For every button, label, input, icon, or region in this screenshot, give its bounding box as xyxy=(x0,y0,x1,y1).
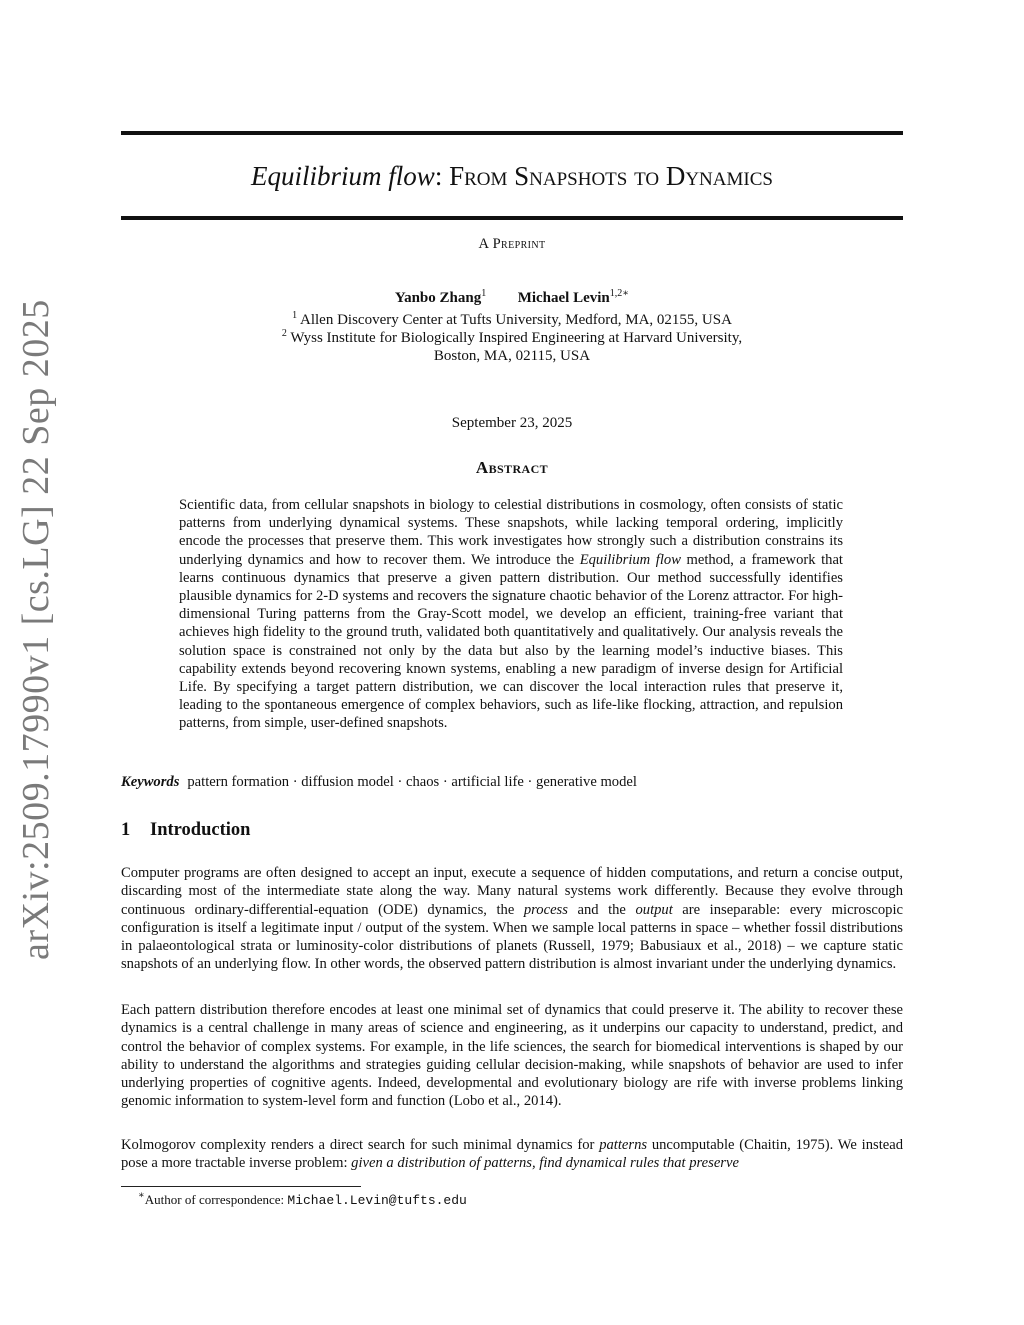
preprint-label: A Preprint xyxy=(478,236,546,252)
paragraph-text: Computer programs are often designed to accept an input, execute a sequence of hidden computations, and return a concise output, discarding most of the intermediate state along the way. Many natural systems work differently. Because they evolve through continuous ordinary-differential-equation (ODE) dynamics, the xyxy=(121,865,903,918)
affiliation-1 xyxy=(121,311,903,329)
affiliation-mark: 2 xyxy=(281,328,287,339)
author-affiliation-mark: 1 xyxy=(481,288,487,299)
affiliation-text: Allen Discovery Center at Tufts University, Medford, MA, 02155, USA xyxy=(300,312,732,328)
keywords-list: pattern formation · diffusion model · chaos · artificial life · generative model xyxy=(187,774,637,790)
section-title: Introduction xyxy=(150,820,251,840)
author-list xyxy=(121,290,903,307)
section-number: 1 xyxy=(121,820,131,840)
title-bottom-rule xyxy=(121,216,903,220)
correspondence-email-link[interactable]: Michael.Levin@tufts.edu xyxy=(287,1193,467,1208)
author-name: Michael Levin xyxy=(517,290,610,306)
footnote-mark: ∗ xyxy=(138,1190,145,1201)
keywords-line xyxy=(121,773,903,791)
footnote xyxy=(138,1192,467,1209)
affiliation-mark: 1 xyxy=(292,310,298,321)
paragraph-emphasis: process xyxy=(523,901,568,918)
abstract-text: Scientific data, from cellular snapshots in biology to celestial distributions in cosmology, often consists of static patterns from underlying dynamical systems. These snapshots, while lacking temporal ordering, implicitly encode the processes that preserve them. This work investigates how strongly such a distribution constrains its underlying dynamics and how to recover them. We introduce the xyxy=(179,497,843,568)
title-smallcaps-part: : From Snapshots to Dynamics xyxy=(434,161,773,191)
paper-date: September 23, 2025 xyxy=(451,415,573,431)
paragraph-text: Kolmogorov complexity renders a direct search for such minimal dynamics for xyxy=(121,1137,600,1153)
abstract-heading: Abstract xyxy=(475,458,549,477)
arxiv-identifier-stamp: arXiv:2509.17990v1 [cs.LG] 22 Sep 2025 xyxy=(15,299,57,960)
paragraph-emphasis: given a distribution of patterns, find dynamical rules that preserve xyxy=(351,1155,739,1172)
affiliation-2 xyxy=(121,329,903,365)
paper-title xyxy=(121,158,903,194)
affiliation-text: Wyss Institute for Biologically Inspired Engineering at Harvard University, xyxy=(290,330,743,346)
intro-paragraph-2: Each pattern distribution therefore encodes at least one minimal set of dynamics that could preserve it. The ability to recover these dynamics is a central challenge in many areas of science and engineering, as it underpins our capacity to understand, predict, and control the behavior of complex systems. For example, in the life sciences, the search for biomedical interventions is shaped by our ability to understand the algorithms and strategies guiding cellular decision-making, while snapshots of behavior are used to infer underlying properties of cognitive agents. Indeed, developmental and evolutionary biology are rife with inverse problems linking genomic information to system-level form and function (Lobo et al., 2014). xyxy=(121,1002,903,1110)
abstract-text: method, a framework that learns continuous dynamics that preserve a given pattern distribution. Our method successfully identifies plausible dynamics for 2-D systems and recovers the signature chaotic behavior of the Lorenz attractor. For high-dimensional Turing patterns from the Gray-Scott model, we develop an efficient, training-free variant that achieves high fidelity to the ground truth, validated both quantitatively and qualitatively. Our analysis reveals the solution space is constrained not only by the data but also by the learning model’s inductive biases. This capability extends beyond recovering known systems, enabling a new paradigm of inverse design for Artificial Life. By specifying a target pattern distribution, we can discover the local interaction rules that preserve it, leading to the spontaneous emergence of complex behaviors, such as life-like flocking, attraction, and repulsion patterns, from simple, user-defined snapshots. xyxy=(179,551,843,732)
intro-paragraph-1 xyxy=(121,864,903,974)
intro-paragraph-3 xyxy=(121,1136,903,1173)
paragraph-text: and the xyxy=(567,901,636,918)
keywords-label: Keywords xyxy=(121,774,180,790)
footnote-label: Author of correspondence: xyxy=(144,1192,288,1207)
author-affiliation-mark: 1,2∗ xyxy=(609,288,630,299)
abstract-emphasis: Equilibrium flow xyxy=(579,551,681,568)
paragraph-text: are inseparable: every microscopic configuration is itself a legitimate input / output of the system. When we sample local patterns in space – whether fossil distributions in palaeontological strata or luminosity-color distributions of planets (Russell, 1979; Babusiaux et al., 2018) – we capture static snapshots of an underlying flow. In other words, the observed pattern distribution is almost invariant under the underlying dynamics. xyxy=(121,901,903,973)
paragraph-text: uncomputable (Chaitin, 1975). We instead pose a more tractable inverse problem: xyxy=(121,1137,903,1172)
paragraph-emphasis: output xyxy=(635,901,673,918)
author-name: Yanbo Zhang xyxy=(394,290,482,306)
affiliation-text-line2: Boston, MA, 02115, USA xyxy=(433,348,591,364)
footnote-rule xyxy=(121,1186,361,1187)
section-heading-introduction xyxy=(121,820,250,841)
abstract-body xyxy=(179,496,843,733)
paragraph-emphasis: patterns xyxy=(599,1137,648,1153)
title-italic-part: Equilibrium flow xyxy=(251,161,435,191)
title-top-rule xyxy=(121,131,903,135)
